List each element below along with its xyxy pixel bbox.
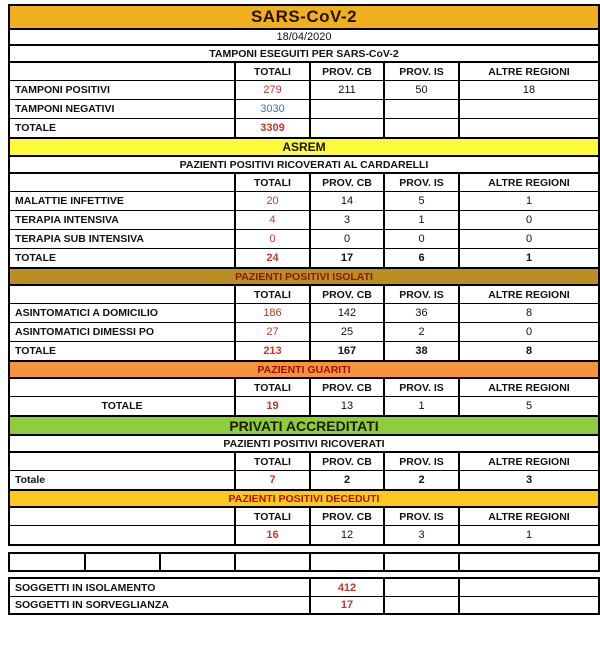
header-label-spacer — [10, 286, 234, 303]
cell-value: 3309 — [234, 119, 309, 137]
row-label: TOTALE — [15, 252, 57, 264]
report-title: SARS-CoV-2 — [10, 6, 598, 28]
header-label-spacer — [10, 508, 234, 525]
row-label — [10, 526, 234, 544]
cell-value: 50 — [383, 81, 458, 99]
cell-value: 8 — [458, 304, 598, 322]
row-tamponi-negativi — [10, 99, 598, 118]
column-header-prov-is: PROV. IS — [383, 286, 458, 303]
row-guariti-totale — [10, 396, 598, 415]
cell-value: 2 — [309, 471, 383, 489]
empty-cell — [383, 579, 458, 596]
cell-value: 186 — [234, 304, 309, 322]
row-label: TOTALE — [15, 122, 57, 134]
row-tamponi-positivi — [10, 80, 598, 99]
row-label: TOTALE — [15, 345, 57, 357]
empty-cell — [383, 554, 458, 570]
column-header-totali: TOTALI — [234, 453, 309, 470]
cell-value: 5 — [383, 192, 458, 210]
table-block — [8, 4, 600, 546]
row-label: TERAPIA INTENSIVA — [15, 214, 119, 226]
column-header-altre-regioni: ALTRE REGIONI — [458, 508, 598, 525]
row-label: TAMPONI POSITIVI — [15, 84, 110, 96]
column-header-prov-cb: PROV. CB — [309, 63, 383, 80]
column-header-totali: TOTALI — [234, 174, 309, 191]
column-header-prov-cb: PROV. CB — [309, 508, 383, 525]
row-label: TERAPIA SUB INTENSIVA — [15, 233, 144, 245]
row-empty-segmented — [10, 554, 598, 570]
column-header-prov-cb: PROV. CB — [309, 286, 383, 303]
cell-value: 1 — [383, 211, 458, 229]
cell-value: 16 — [234, 526, 309, 544]
cell-value: 27 — [234, 323, 309, 341]
banner-pazienti-positivi-isolati: PAZIENTI POSITIVI ISOLATI — [10, 267, 598, 284]
row-privati-totale — [10, 470, 598, 489]
row-ricoverati-totale — [10, 248, 598, 267]
cell-value: 17 — [309, 249, 383, 267]
column-header-row-cardarelli — [10, 172, 598, 191]
column-header-totali: TOTALI — [234, 63, 309, 80]
cell-value: 4 — [234, 211, 309, 229]
header-label-spacer — [10, 174, 234, 191]
cell-value — [458, 100, 598, 118]
column-header-prov-cb: PROV. CB — [309, 379, 383, 396]
cell-value: 0 — [309, 230, 383, 248]
column-header-totali: TOTALI — [234, 379, 309, 396]
banner-privati-accreditati: PRIVATI ACCREDITATI — [10, 415, 598, 434]
cell-value: 13 — [309, 397, 383, 415]
covid-report — [8, 4, 600, 615]
banner-asrem: ASREM — [10, 137, 598, 155]
empty-cell — [84, 554, 159, 570]
cell-value: 6 — [383, 249, 458, 267]
cell-value: 2 — [383, 323, 458, 341]
empty-cell — [458, 554, 598, 570]
row-label: ASINTOMATICI DIMESSI PO — [15, 326, 155, 338]
cell-value: 25 — [309, 323, 383, 341]
cell-value: 19 — [234, 397, 309, 415]
column-header-prov-is: PROV. IS — [383, 379, 458, 396]
column-header-prov-cb: PROV. CB — [309, 174, 383, 191]
cell-value: 0 — [383, 230, 458, 248]
cell-value: 5 — [458, 397, 598, 415]
cell-value: 0 — [234, 230, 309, 248]
header-label-spacer — [10, 379, 234, 396]
empty-cell — [159, 554, 234, 570]
cell-value: 24 — [234, 249, 309, 267]
cell-value: 167 — [309, 342, 383, 360]
row-deceduti-values — [10, 525, 598, 544]
cell-value: 3030 — [234, 100, 309, 118]
column-header-row-tamponi — [10, 61, 598, 80]
cell-value: 38 — [383, 342, 458, 360]
row-label: TOTALE — [101, 400, 143, 412]
empty-cell — [458, 597, 598, 613]
cell-value: 213 — [234, 342, 309, 360]
row-label: TAMPONI NEGATIVI — [15, 103, 115, 115]
empty-cell — [458, 579, 598, 596]
row-tamponi-totale — [10, 118, 598, 137]
column-header-altre-regioni: ALTRE REGIONI — [458, 379, 598, 396]
empty-cell — [10, 554, 84, 570]
cell-value: 1 — [458, 192, 598, 210]
row-label: ASINTOMATICI A DOMICILIO — [15, 307, 158, 319]
column-header-totali: TOTALI — [234, 286, 309, 303]
column-header-row-isolati — [10, 284, 598, 303]
row-terapia-intensiva — [10, 210, 598, 229]
table-block — [8, 577, 600, 615]
empty-cell — [234, 554, 309, 570]
cell-value — [458, 119, 598, 137]
column-header-prov-is: PROV. IS — [383, 453, 458, 470]
table-block — [8, 552, 600, 572]
section-positivi-ricoverati-privati: PAZIENTI POSITIVI RICOVERATI — [10, 434, 598, 451]
cell-value: 2 — [383, 471, 458, 489]
cell-value: 18 — [458, 81, 598, 99]
cell-value: 7 — [234, 471, 309, 489]
row-soggetti-sorveglianza — [10, 596, 598, 613]
cell-value: 1 — [383, 397, 458, 415]
cell-value: 20 — [234, 192, 309, 210]
column-header-altre-regioni: ALTRE REGIONI — [458, 453, 598, 470]
row-soggetti-isolamento — [10, 579, 598, 596]
column-header-prov-is: PROV. IS — [383, 174, 458, 191]
row-label: SOGGETTI IN SORVEGLIANZA — [15, 599, 169, 611]
column-header-row-guariti — [10, 377, 598, 396]
column-header-row-deceduti — [10, 506, 598, 525]
cell-value: 14 — [309, 192, 383, 210]
column-header-altre-regioni: ALTRE REGIONI — [458, 63, 598, 80]
report-date: 18/04/2020 — [10, 28, 598, 44]
banner-pazienti-guariti: PAZIENTI GUARITI — [10, 360, 598, 377]
row-label: MALATTIE INFETTIVE — [15, 195, 124, 207]
cell-value: 0 — [458, 211, 598, 229]
column-header-prov-cb: PROV. CB — [309, 453, 383, 470]
cell-value: 0 — [458, 230, 598, 248]
cell-value: 1 — [458, 526, 598, 544]
empty-cell — [309, 554, 383, 570]
row-label: SOGGETTI IN ISOLAMENTO — [15, 581, 156, 594]
column-header-totali: TOTALI — [234, 508, 309, 525]
cell-value: 3 — [309, 211, 383, 229]
row-asintomatici-dimessi — [10, 322, 598, 341]
cell-value: 3 — [383, 526, 458, 544]
cell-value: 3 — [458, 471, 598, 489]
column-header-row-privati — [10, 451, 598, 470]
cell-value: 412 — [309, 579, 383, 596]
header-label-spacer — [10, 63, 234, 80]
cell-value — [309, 119, 383, 137]
cell-value: 8 — [458, 342, 598, 360]
row-label: Totale — [15, 474, 46, 486]
cell-value: 17 — [309, 597, 383, 613]
header-label-spacer — [10, 453, 234, 470]
banner-pazienti-positivi-deceduti: PAZIENTI POSITIVI DECEDUTI — [10, 489, 598, 506]
column-header-altre-regioni: ALTRE REGIONI — [458, 174, 598, 191]
column-header-prov-is: PROV. IS — [383, 63, 458, 80]
cell-value: 279 — [234, 81, 309, 99]
cell-value — [309, 100, 383, 118]
cell-value: 1 — [458, 249, 598, 267]
cell-value: 0 — [458, 323, 598, 341]
column-header-prov-is: PROV. IS — [383, 508, 458, 525]
empty-cell — [383, 597, 458, 613]
cell-value: 142 — [309, 304, 383, 322]
row-malattie-infettive — [10, 191, 598, 210]
cell-value: 36 — [383, 304, 458, 322]
cell-value — [383, 119, 458, 137]
section-ricoverati-cardarelli: PAZIENTI POSITIVI RICOVERATI AL CARDARELLI — [10, 155, 598, 172]
section-tamponi-eseguiti: TAMPONI ESEGUITI PER SARS-CoV-2 — [10, 44, 598, 61]
cell-value: 211 — [309, 81, 383, 99]
column-header-altre-regioni: ALTRE REGIONI — [458, 286, 598, 303]
row-asintomatici-domicilio — [10, 303, 598, 322]
row-isolati-totale — [10, 341, 598, 360]
cell-value — [383, 100, 458, 118]
row-terapia-sub-intensiva — [10, 229, 598, 248]
cell-value: 12 — [309, 526, 383, 544]
